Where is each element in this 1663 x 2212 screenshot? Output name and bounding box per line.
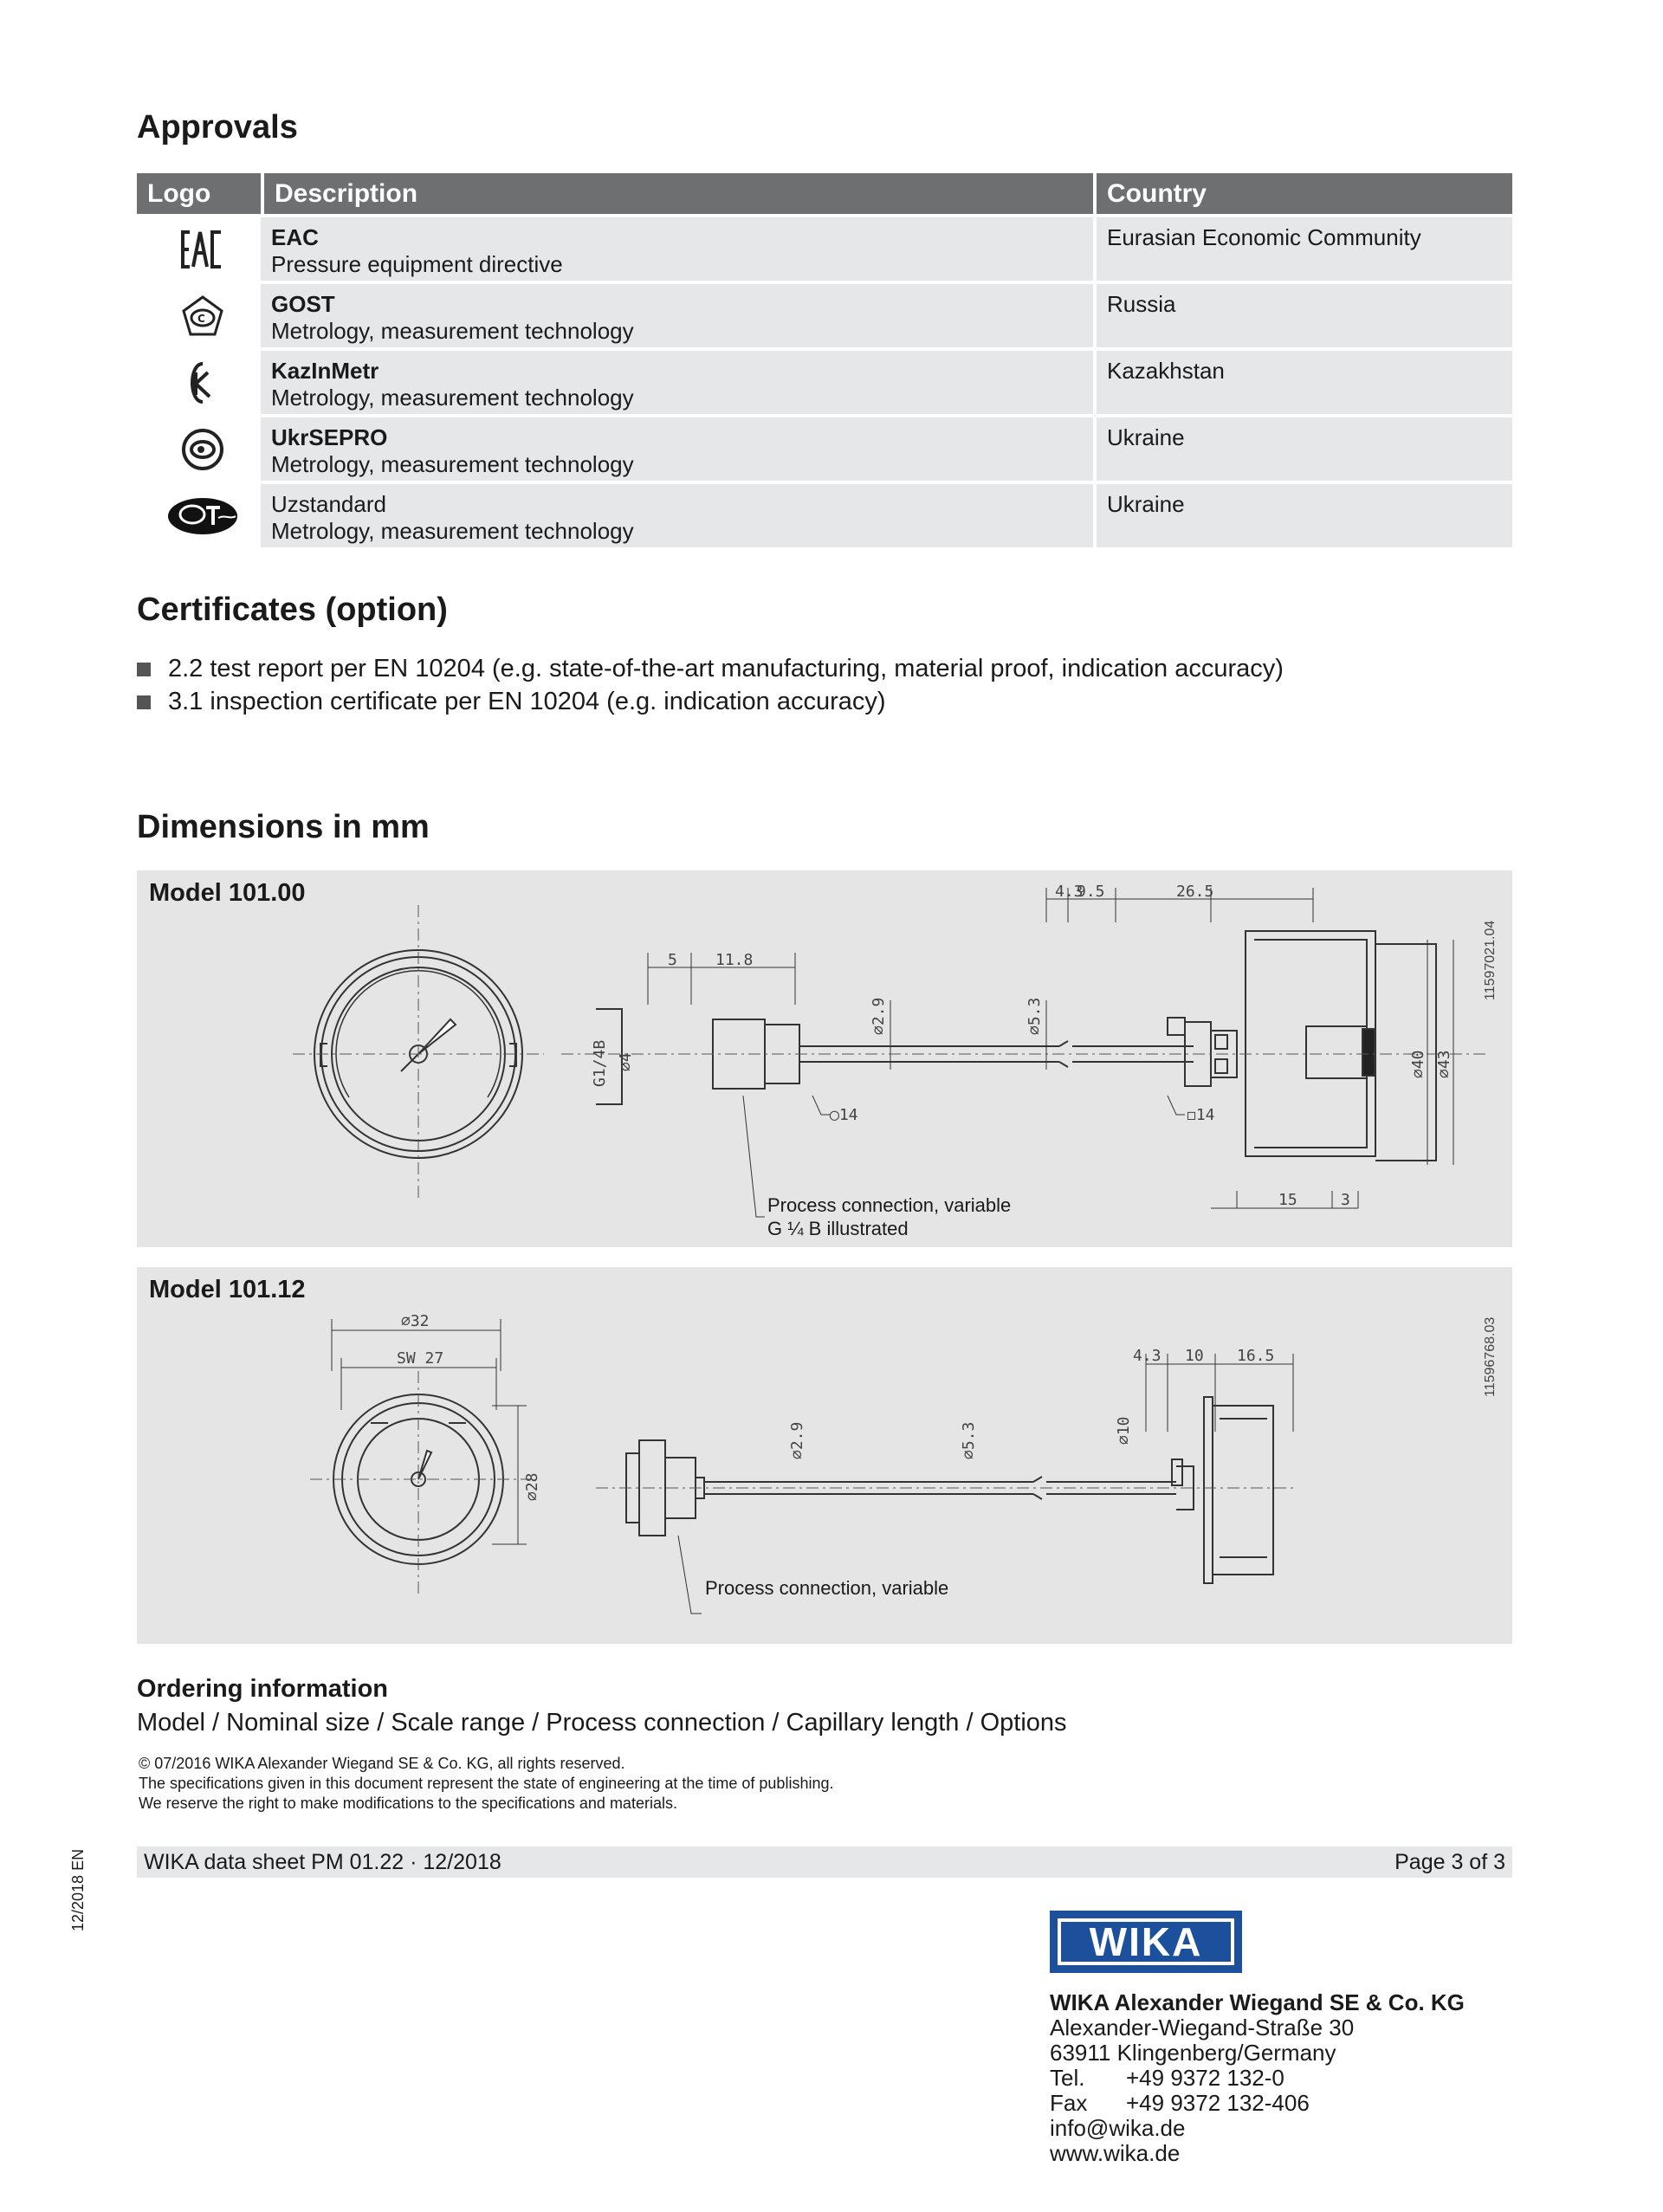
dim-3: 3: [1341, 1191, 1350, 1209]
tel-value: +49 9372 132-0: [1126, 2065, 1284, 2091]
tel-label: Tel.: [1050, 2065, 1085, 2091]
wika-logo-text: WIKA: [1058, 1918, 1234, 1965]
datasheet-id: WIKA data sheet PM 01.22 · 12/2018: [144, 1849, 501, 1874]
process-connection-note: Process connection, variable: [705, 1577, 949, 1599]
dim-4-3: 4.3: [1055, 883, 1084, 901]
certificate-text: 2.2 test report per EN 10204 (e.g. state-of-the-art manufacturing, material proof, indication accuracy): [168, 655, 1284, 682]
table-row: [137, 484, 1512, 547]
approval-country: Kazakhstan: [1097, 351, 1512, 414]
ordering-text: Model / Nominal size / Scale range / Process connection / Capillary length / Options: [137, 1709, 1067, 1737]
company-fax: [1050, 2091, 1310, 2116]
dim-phi-28: ⌀28: [523, 1472, 541, 1501]
approvals-table: [137, 173, 1512, 547]
process-connection-note: Process connection, variable: [767, 1194, 1012, 1216]
side-edition-text: 12/2018 EN: [69, 1848, 87, 1931]
model-101-00-panel: [137, 870, 1512, 1247]
dim-phi-5-3: ⌀5.3: [1026, 997, 1044, 1035]
model-101-12-panel: [137, 1267, 1512, 1644]
col-country: Country: [1107, 178, 1207, 208]
dim-g14b: G1/4B: [591, 1039, 609, 1087]
certificate-text: 3.1 inspection certificate per EN 10204 (e.g. indication accuracy): [168, 688, 886, 715]
drawing-number: 11596768.03: [1483, 1316, 1498, 1397]
dim-26-5: 26.5: [1176, 883, 1214, 901]
model-label: Model 101.00: [149, 879, 306, 907]
dim-phi-32: ⌀32: [401, 1312, 430, 1330]
approvals-heading: Approvals: [137, 109, 298, 146]
table-header: [137, 173, 1512, 214]
kazinmetr-logo-icon: [137, 351, 257, 414]
dim-16-5: 16.5: [1237, 1347, 1275, 1365]
dim-phi-5-3: ⌀5.3: [960, 1421, 978, 1459]
dimensions-heading: Dimensions in mm: [137, 809, 430, 845]
legal-line: © 07/2016 WIKA Alexander Wiegand SE & Co. KG, all rights reserved.: [139, 1755, 625, 1772]
dim-4-3: 4.3: [1133, 1347, 1162, 1365]
list-item: [137, 655, 1284, 683]
bullet-icon: [137, 663, 151, 676]
footer-bar: [137, 1847, 1512, 1878]
table-row: [137, 217, 1512, 281]
eac-logo-icon: [137, 217, 257, 281]
table-row: [137, 417, 1512, 481]
company-city: 63911 Klingenberg/Germany: [1050, 2040, 1336, 2066]
approval-name: Uzstandard: [271, 491, 386, 517]
ukrsepro-logo-icon: [137, 417, 257, 481]
dim-phi-43: ⌀43: [1435, 1050, 1453, 1078]
fax-value: +49 9372 132-406: [1126, 2090, 1310, 2116]
approval-desc: Metrology, measurement technology: [271, 518, 634, 544]
dim-11-8: 11.8: [715, 951, 754, 969]
table-row: [137, 351, 1512, 414]
gost-logo-icon: [137, 284, 257, 347]
dim-10: 10: [1185, 1347, 1204, 1365]
dim-phi-10: ⌀10: [1115, 1416, 1133, 1445]
company-email[interactable]: info@wika.de: [1050, 2115, 1186, 2141]
company-tel: [1050, 2066, 1284, 2091]
dim-phi-4: ⌀4: [617, 1052, 635, 1071]
approval-country: Eurasian Economic Community: [1097, 217, 1512, 281]
approval-desc: Metrology, measurement technology: [271, 451, 634, 477]
wika-logo: [1050, 1911, 1242, 1973]
approval-country: Russia: [1097, 284, 1512, 347]
certificates-heading: Certificates (option): [137, 592, 448, 628]
process-connection-note-2: G ¼ B illustrated: [767, 1218, 909, 1239]
model-101-12-drawing: [137, 1267, 1512, 1644]
dim-5: 5: [668, 951, 677, 969]
approval-name: EAC: [271, 224, 319, 250]
company-name: WIKA Alexander Wiegand SE & Co. KG: [1050, 1989, 1465, 2015]
svg-text:C: C: [197, 312, 205, 325]
approval-desc: Pressure equipment directive: [271, 251, 563, 277]
uzstandard-logo-icon: [137, 484, 257, 547]
model-label: Model 101.12: [149, 1276, 306, 1303]
page-number: Page 3 of 3: [1394, 1849, 1505, 1874]
dim-15: 15: [1278, 1191, 1297, 1209]
approval-country: Ukraine: [1097, 417, 1512, 481]
approval-name: UkrSEPRO: [271, 424, 388, 450]
dim-phi-2-9: ⌀2.9: [788, 1421, 806, 1459]
dim-phi-2-9: ⌀2.9: [870, 997, 888, 1035]
approval-name: GOST: [271, 291, 335, 317]
col-logo: Logo: [147, 178, 211, 208]
company-website[interactable]: www.wika.de: [1050, 2140, 1181, 2166]
dim-9-5: 9.5: [1077, 883, 1105, 901]
approval-desc: Metrology, measurement technology: [271, 385, 634, 411]
table-row: [137, 284, 1512, 347]
company-street: Alexander-Wiegand-Straße 30: [1050, 2015, 1355, 2041]
legal-line: The specifications given in this document represent the state of engineering at the time of publishing.: [139, 1775, 834, 1792]
legal-notice: [139, 1754, 833, 1814]
approval-name: KazInMetr: [271, 358, 379, 384]
legal-line: We reserve the right to make modifications to the specifications and materials.: [139, 1795, 677, 1812]
approval-country: Ukraine: [1097, 484, 1512, 547]
drawing-number: 11597021.04: [1483, 920, 1498, 1000]
model-101-00-drawing: [137, 870, 1512, 1247]
ordering-heading: Ordering information: [137, 1675, 388, 1703]
dim-phi-40: ⌀40: [1409, 1050, 1427, 1078]
dim-square-14: ◻14: [1187, 1106, 1215, 1124]
approval-desc: Metrology, measurement technology: [271, 318, 634, 344]
bullet-icon: [137, 695, 151, 709]
fax-label: Fax: [1050, 2090, 1088, 2116]
dim-hex-14: ◯14: [830, 1106, 858, 1124]
list-item: [137, 688, 886, 716]
dim-sw-27: SW 27: [397, 1349, 444, 1368]
col-description: Description: [261, 173, 1097, 214]
